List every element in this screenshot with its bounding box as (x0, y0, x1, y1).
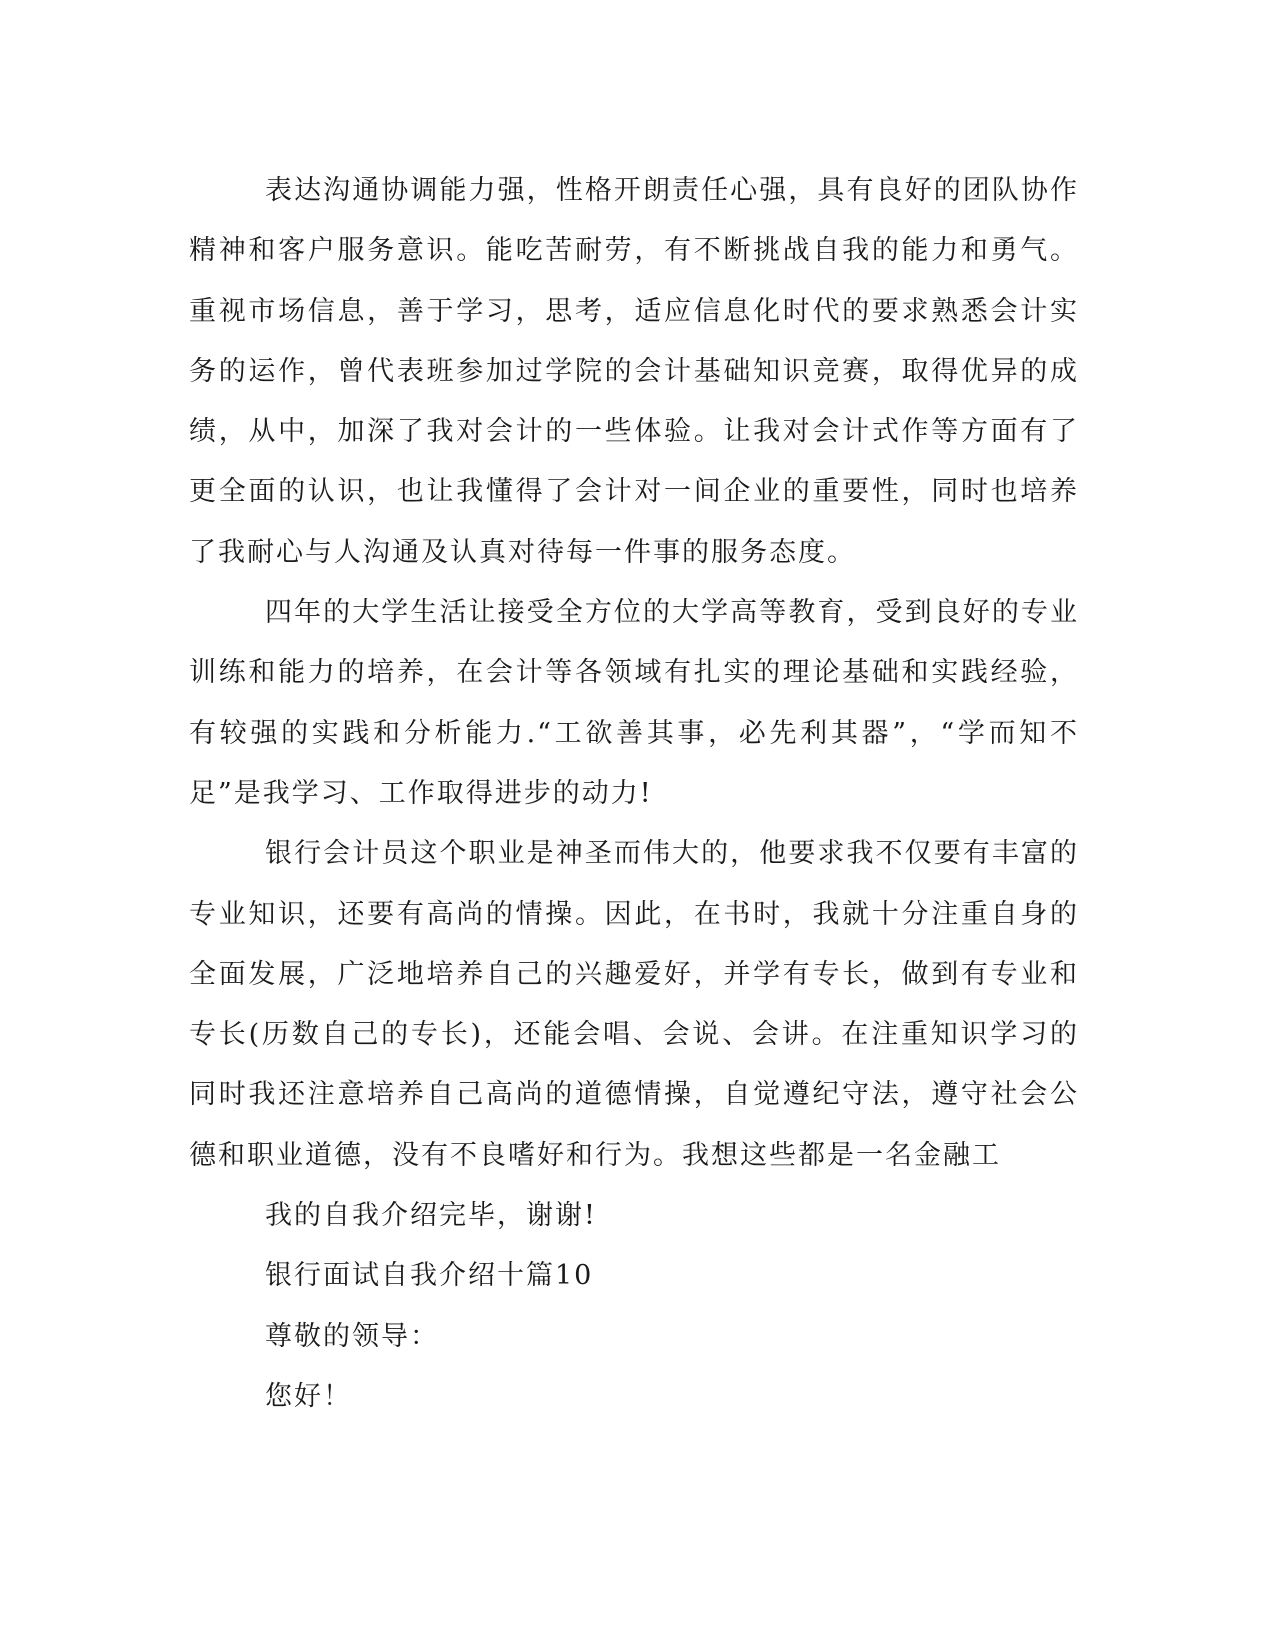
paragraph-profession: 银行会计员这个职业是神圣而伟大的，他要求我不仅要有丰富的专业知识，还要有高尚的情操。因此，在书时，我就十分注重自身的全面发展，广泛地培养自己的兴趣爱好，并学有专长，做到有专业和专长(历数自己的专长)，还能会唱、会说、会讲。在注重知识学习的同时我还注意培养自己高尚的道德情操，自觉遵纪守法，遵守社会公德和职业道德，没有不良嗜好和行为。我想这些都是一名金融工 (189, 838, 1079, 1171)
paragraph-university: 四年的大学生活让接受全方位的大学高等教育，受到良好的专业训练和能力的培养，在会计等各领域有扎实的理论基础和实践经验，有较强的实践和分析能力.“工欲善其事，必先利其器”，“学而知不足”是我学习、工作取得进步的动力! (189, 597, 1079, 809)
greeting-line: 您好！ (265, 1380, 352, 1412)
closing-line: 我的自我介绍完毕，谢谢! (265, 1200, 597, 1232)
section-title: 银行面试自我介绍十篇10 (265, 1260, 594, 1292)
document-body (189, 161, 1079, 1427)
paragraph-teamwork: 表达沟通协调能力强，性格开朗责任心强，具有良好的团队协作精神和客户服务意识。能吃苦耐劳，有不断挑战自我的能力和勇气。重视市场信息，善于学习，思考，适应信息化时代的要求熟悉会计实务的运作，曾代表班参加过学院的会计基础知识竞赛，取得优异的成绩，从中，加深了我对会计的一些体验。让我对会计式作等方面有了更全面的认识，也让我懂得了会计对一间企业的重要性，同时也培养了我耐心与人沟通及认真对待每一件事的服务态度。 (189, 175, 1079, 568)
salutation-line: 尊敬的领导： (265, 1320, 439, 1352)
